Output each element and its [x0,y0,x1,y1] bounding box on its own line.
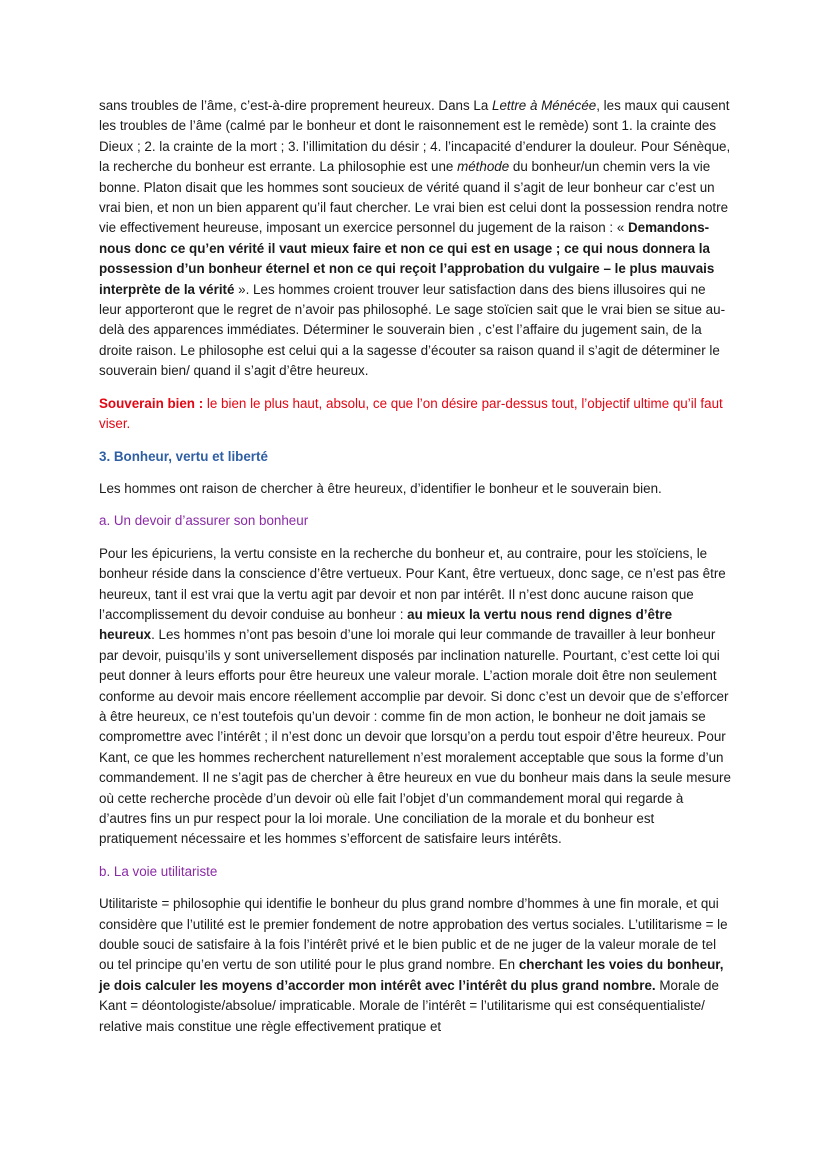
emphasis-bold: cherchant les voies du bonheur, je dois calculer les moyens d’accorder mon intérêt avec l’intérêt du plus grand nombre. [99,957,724,993]
paragraph-duty-happiness [99,544,731,850]
subsection-heading-a: a. Un devoir d’assurer son bonheur [99,513,309,529]
text-run: . Les hommes n’ont pas besoin d’une loi morale qui leur commande de travailler à leur bonheur par devoir, puisqu’ils y sont universellement disposés par inclination naturelle. Pourtant, c’est cette loi qui peut donner à leurs efforts pour être heureux une valeur morale. L’action morale doit être non seulement conforme au devoir mais encore réellement accomplie par devoir. Si donc c’est un devoir que de s’efforcer à être heureux, ce n’est toutefois qu’un devoir : comme fin de mon action, le bonheur ne doit jamais se compromettre avec l’intérêt ; il n’est donc un devoir que lorsqu’on a perdu tout espoir d’être heureux. Pour Kant, ce que les hommes recherchent naturellement n’est moralement acceptable que sous la forme d’un commandement. Il ne s’agit pas de chercher à être heureux en vue du bonheur mais dans la seule mesure où cette recherche procède d’un devoir où elle fait l’objet d’un commandement moral qui regarde à d’autres fins un pur respect pour la loi morale. Une conciliation de la morale et du bonheur est pratiquement nécessaire et les hommes s’efforcent de satisfaire leurs intérêts. [99,627,731,847]
paragraph-happiness-philosophy [99,96,731,382]
text-run: ». Les hommes croient trouver leur satisfaction dans des biens illusoires qui ne leur apporteront que le regret de n’avoir pas philosophé. Le sage stoïcien sait que le vrai bien se situe au-delà des apparences immédiates. Déterminer le souverain bien , c’est l’affaire du jugement sain, de la droite raison. Le philosophe est celui qui a la sagesse d’écouter sa raison quand il s’agit de déterminer le souverain bien/ quand il s’agit d’être heureux. [99,281,726,379]
definition-text: le bien le plus haut, absolu, ce que l’on désire par-dessus tout, l’objectif ultime qu’il faut viser. [99,395,723,432]
section-intro: Les hommes ont raison de chercher à être heureux, d’identifier le bonheur et le souverain bien. [99,480,662,496]
quote-bold: Demandons-nous donc ce qu’en vérité il vaut mieux faire et non ce qui est en usage ; ce qui nous donnera la possession d’un bonheur éternel et non ce qui reçoit l’approbation du vulgaire – le plus mauvais interprète de la vérité [99,220,715,297]
book-title-italic: Lettre à Ménécée [492,98,597,113]
emphasis-italic: méthode [457,159,510,175]
text-run: Morale de Kant = déontologiste/absolue/ impraticable. Morale de l’intérêt = l’utilitarisme qui est conséquentialiste/ relative mais constitue une règle effectivement pratique et [99,977,719,1034]
definition-term: Souverain bien : [99,395,204,411]
text-run: Utilitariste = philosophie qui identifie le bonheur du plus grand nombre d’hommes à une fin morale, et qui considère que l’utilité est le premier fondement de notre approbation des vertus sociales. L’utilitarisme = le double souci de satisfaire à la fois l’intérêt privé et le bien public et de ne juger de la valeur morale de tel ou tel principe qu’en vertu de son utilité pour le plus grand nombre. En [99,896,728,973]
text-run: Pour les épicuriens, la vertu consiste en la recherche du bonheur et, au contraire, pour les stoïciens, le bonheur réside dans la conscience d’être vertueux. Pour Kant, être vertueux, donc sage, ce n’est pas être heureux, tant il est vrai que la vertu agit par devoir et non par intérêt. Il n’est donc aucune raison que l’accomplissement du devoir conduise au bonheur : [99,545,726,622]
text-run: du bonheur/un chemin vers la vie bonne. Platon disait que les hommes sont soucieux de vérité quand il s’agit de leur bonheur car c’est un vrai bien, et non un bien apparent qu’il faut chercher. Le vrai bien est celui dont la possession rendra notre vie effectivement heureuse, imposant un exercice personnel du jugement de la raison : « [99,159,729,236]
text-run: sans troubles de l’âme, c’est-à-dire proprement heureux. Dans La [99,98,492,113]
paragraph-utilitarianism [99,894,731,1037]
definition-souverain-bien [99,394,731,435]
document-page [99,96,731,1037]
text-run: , les maux qui causent les troubles de l’âme (calmé par le bonheur et dont le raisonnement est le remède) sont 1. la crainte des Dieux ; 2. la crainte de la mort ; 3. l’illimitation du désir ; 4. l’incapacité d’endurer la douleur. Pour Sénèque, la recherche du bonheur est errante. La philosophie est une [99,98,731,175]
subsection-heading-b: b. La voie utilitariste [99,863,218,879]
emphasis-bold: au mieux la vertu nous rend dignes d’être heureux [99,606,673,643]
section-heading-3: 3. Bonheur, vertu et liberté [99,448,268,464]
